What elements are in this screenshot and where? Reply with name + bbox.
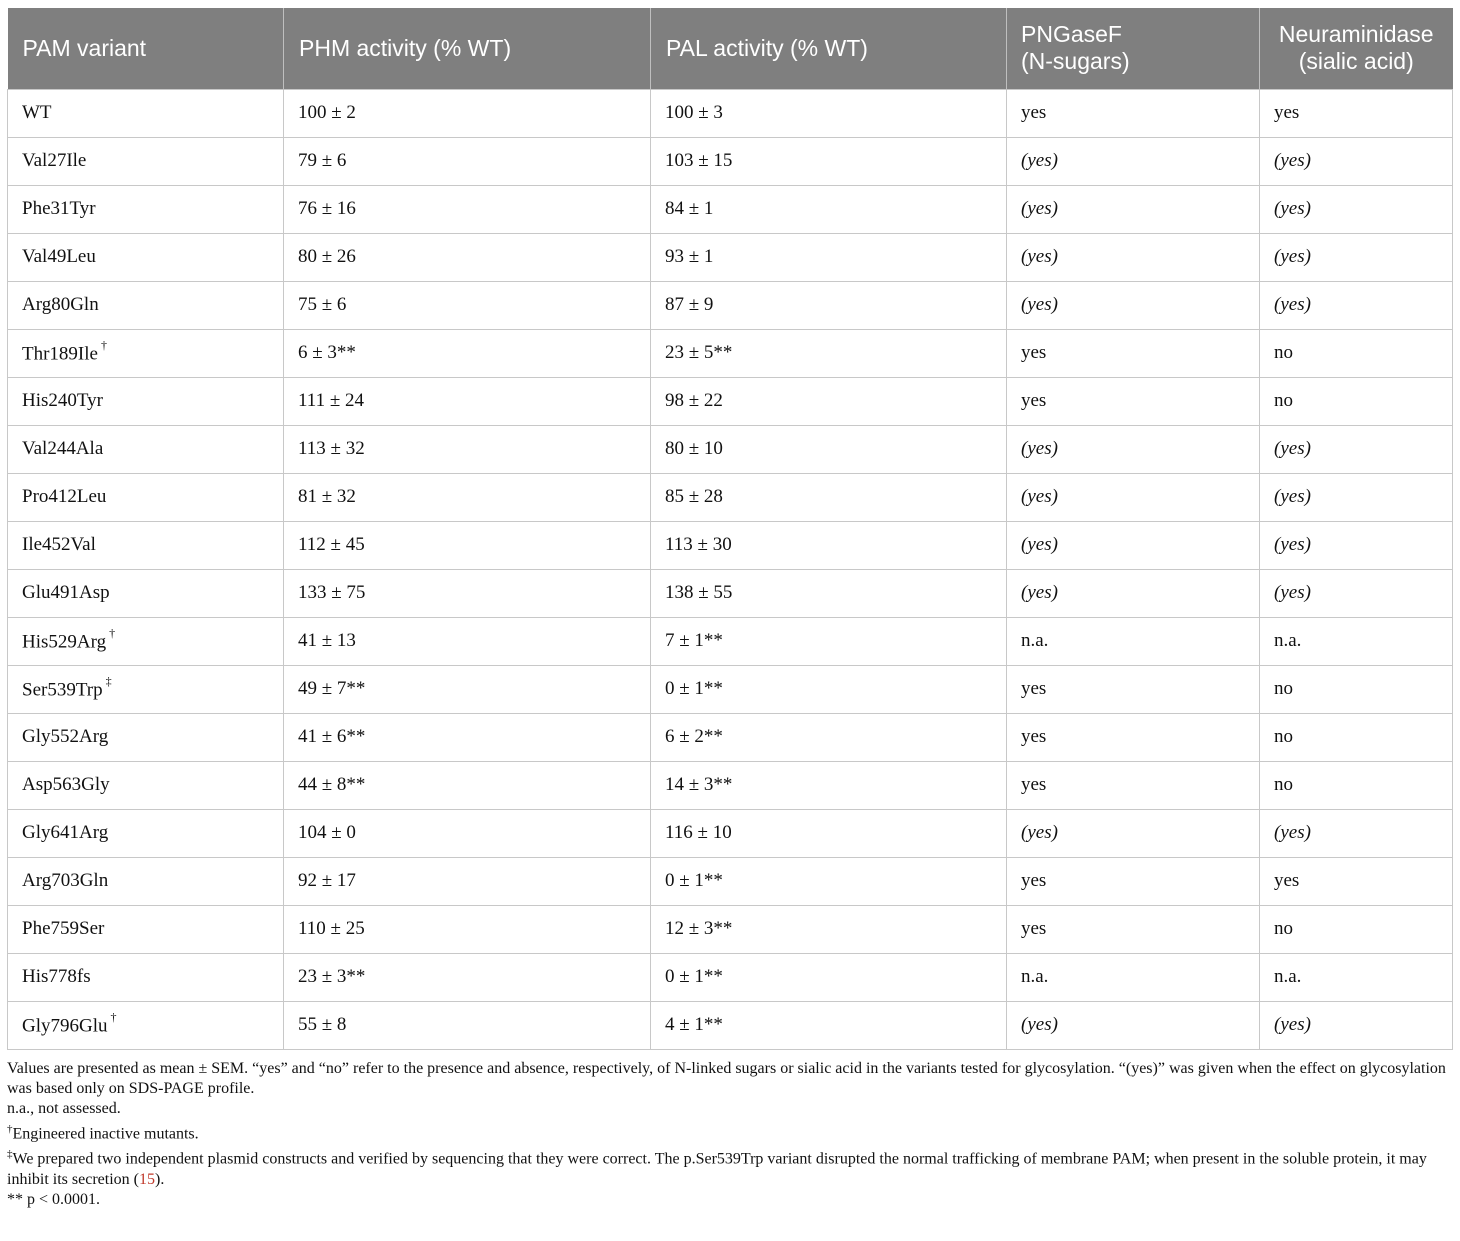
- pngasef-cell: (yes): [1007, 809, 1260, 857]
- neuraminidase-cell: (yes): [1260, 137, 1453, 185]
- phm-cell: 92 ± 17: [284, 857, 651, 905]
- pngasef-cell: (yes): [1007, 569, 1260, 617]
- variant-cell: Glu491Asp: [8, 569, 284, 617]
- variant-cell: His240Tyr: [8, 377, 284, 425]
- ddagger-note-b: ).: [154, 1170, 165, 1188]
- header-pam-variant: PAM variant: [8, 8, 284, 89]
- variant-cell: WT: [8, 89, 284, 137]
- footnote-ddagger: [7, 1144, 1453, 1189]
- phm-cell: 44 ± 8**: [284, 761, 651, 809]
- table-row: [8, 425, 1453, 473]
- header-pal-activity: PAL activity (% WT): [651, 8, 1007, 89]
- header-pngasef: [1007, 8, 1260, 89]
- phm-cell: 23 ± 3**: [284, 953, 651, 1001]
- neuraminidase-cell: no: [1260, 665, 1453, 713]
- footnote-pvalue: ** p < 0.0001.: [7, 1190, 101, 1208]
- pal-cell: 98 ± 22: [651, 377, 1007, 425]
- pal-cell: 84 ± 1: [651, 185, 1007, 233]
- table-row: [8, 761, 1453, 809]
- variant-cell: Val27Ile: [8, 137, 284, 185]
- pal-cell: 116 ± 10: [651, 809, 1007, 857]
- neuraminidase-cell: (yes): [1260, 425, 1453, 473]
- pngasef-cell: (yes): [1007, 521, 1260, 569]
- phm-cell: 112 ± 45: [284, 521, 651, 569]
- variant-cell: Phe31Tyr: [8, 185, 284, 233]
- variant-cell: Thr189Ile †: [8, 329, 284, 377]
- phm-cell: 80 ± 26: [284, 233, 651, 281]
- pngasef-cell: (yes): [1007, 473, 1260, 521]
- header-line: (N-sugars): [1021, 48, 1130, 75]
- neuraminidase-cell: (yes): [1260, 569, 1453, 617]
- pngasef-cell: yes: [1007, 329, 1260, 377]
- phm-cell: 41 ± 6**: [284, 713, 651, 761]
- neuraminidase-cell: no: [1260, 905, 1453, 953]
- variant-cell: His778fs: [8, 953, 284, 1001]
- dagger-symbol: †: [7, 1123, 13, 1135]
- neuraminidase-cell: no: [1260, 713, 1453, 761]
- pngasef-cell: (yes): [1007, 425, 1260, 473]
- pngasef-cell: yes: [1007, 665, 1260, 713]
- neuraminidase-cell: no: [1260, 377, 1453, 425]
- ddagger-symbol: ‡: [7, 1148, 13, 1161]
- neuraminidase-cell: n.a.: [1260, 617, 1453, 665]
- phm-cell: 111 ± 24: [284, 377, 651, 425]
- neuraminidase-cell: yes: [1260, 89, 1453, 137]
- table-row: [8, 89, 1453, 137]
- phm-cell: 55 ± 8: [284, 1001, 651, 1049]
- variant-cell: His529Arg †: [8, 617, 284, 665]
- pal-cell: 80 ± 10: [651, 425, 1007, 473]
- variant-cell: Gly796Glu †: [8, 1001, 284, 1049]
- pngasef-cell: yes: [1007, 713, 1260, 761]
- table-row: [8, 185, 1453, 233]
- phm-cell: 41 ± 13: [284, 617, 651, 665]
- pngasef-cell: (yes): [1007, 137, 1260, 185]
- pam-variant-table: [7, 8, 1453, 1050]
- pngasef-cell: n.a.: [1007, 953, 1260, 1001]
- phm-cell: 104 ± 0: [284, 809, 651, 857]
- table-row: [8, 377, 1453, 425]
- variant-cell: Val49Leu: [8, 233, 284, 281]
- table-row: [8, 137, 1453, 185]
- data-table-container: [7, 8, 1452, 1050]
- table-row: [8, 713, 1453, 761]
- phm-cell: 79 ± 6: [284, 137, 651, 185]
- table-row: [8, 569, 1453, 617]
- variant-cell: Pro412Leu: [8, 473, 284, 521]
- header-phm-activity: PHM activity (% WT): [284, 8, 651, 89]
- variant-cell: Phe759Ser: [8, 905, 284, 953]
- variant-cell: Val244Ala: [8, 425, 284, 473]
- dagger-note: Engineered inactive mutants.: [12, 1125, 199, 1143]
- footnote-mark: †: [109, 625, 116, 640]
- phm-cell: 133 ± 75: [284, 569, 651, 617]
- variant-cell: Gly641Arg: [8, 809, 284, 857]
- pngasef-cell: yes: [1007, 761, 1260, 809]
- pal-cell: 14 ± 3**: [651, 761, 1007, 809]
- phm-cell: 110 ± 25: [284, 905, 651, 953]
- pal-cell: 0 ± 1**: [651, 953, 1007, 1001]
- pngasef-cell: (yes): [1007, 281, 1260, 329]
- pal-cell: 0 ± 1**: [651, 665, 1007, 713]
- variant-cell: Arg80Gln: [8, 281, 284, 329]
- variant-cell: Ile452Val: [8, 521, 284, 569]
- table-row: [8, 1001, 1453, 1049]
- pngasef-cell: yes: [1007, 89, 1260, 137]
- footnote-values: Values are presented as mean ± SEM. “yes” and “no” refer to the presence and absence, respectively, of N-linked sugars or sialic acid in the variants tested for glycosylation. “(yes)” was given when the effect on glycosylation was based only on SDS-PAGE profile.: [7, 1060, 1446, 1097]
- neuraminidase-cell: n.a.: [1260, 953, 1453, 1001]
- pngasef-cell: (yes): [1007, 1001, 1260, 1049]
- variant-cell: Arg703Gln: [8, 857, 284, 905]
- footnote-na: n.a., not assessed.: [7, 1100, 121, 1117]
- neuraminidase-cell: (yes): [1260, 521, 1453, 569]
- table-row: [8, 905, 1453, 953]
- reference-link[interactable]: 15: [138, 1170, 155, 1188]
- table-row: [8, 857, 1453, 905]
- neuraminidase-cell: (yes): [1260, 281, 1453, 329]
- neuraminidase-cell: (yes): [1260, 473, 1453, 521]
- pngasef-cell: yes: [1007, 857, 1260, 905]
- table-row: [8, 329, 1453, 377]
- pngasef-cell: yes: [1007, 377, 1260, 425]
- pal-cell: 23 ± 5**: [651, 329, 1007, 377]
- variant-cell: Asp563Gly: [8, 761, 284, 809]
- phm-cell: 81 ± 32: [284, 473, 651, 521]
- table-row: [8, 617, 1453, 665]
- pal-cell: 93 ± 1: [651, 233, 1007, 281]
- neuraminidase-cell: (yes): [1260, 233, 1453, 281]
- phm-cell: 75 ± 6: [284, 281, 651, 329]
- pal-cell: 4 ± 1**: [651, 1001, 1007, 1049]
- neuraminidase-cell: (yes): [1260, 1001, 1453, 1049]
- table-row: [8, 521, 1453, 569]
- header-neuraminidase: [1260, 8, 1453, 89]
- table-row: [8, 809, 1453, 857]
- footnote-mark: †: [100, 337, 107, 352]
- phm-cell: 49 ± 7**: [284, 665, 651, 713]
- pal-cell: 7 ± 1**: [651, 617, 1007, 665]
- table-row: [8, 473, 1453, 521]
- phm-cell: 113 ± 32: [284, 425, 651, 473]
- pngasef-cell: n.a.: [1007, 617, 1260, 665]
- phm-cell: 100 ± 2: [284, 89, 651, 137]
- pal-cell: 138 ± 55: [651, 569, 1007, 617]
- pal-cell: 113 ± 30: [651, 521, 1007, 569]
- pngasef-cell: yes: [1007, 905, 1260, 953]
- neuraminidase-cell: yes: [1260, 857, 1453, 905]
- neuraminidase-cell: no: [1260, 761, 1453, 809]
- table-header-row: [8, 8, 1453, 89]
- table-row: [8, 281, 1453, 329]
- pngasef-cell: (yes): [1007, 185, 1260, 233]
- header-line: (sialic acid): [1298, 48, 1414, 75]
- variant-cell: Gly552Arg: [8, 713, 284, 761]
- pal-cell: 103 ± 15: [651, 137, 1007, 185]
- phm-cell: 6 ± 3**: [284, 329, 651, 377]
- pal-cell: 87 ± 9: [651, 281, 1007, 329]
- pal-cell: 6 ± 2**: [651, 713, 1007, 761]
- neuraminidase-cell: (yes): [1260, 809, 1453, 857]
- pal-cell: 12 ± 3**: [651, 905, 1007, 953]
- header-line: Neuraminidase: [1278, 21, 1434, 48]
- phm-cell: 76 ± 16: [284, 185, 651, 233]
- pal-cell: 85 ± 28: [651, 473, 1007, 521]
- neuraminidase-cell: no: [1260, 329, 1453, 377]
- variant-cell: Ser539Trp ‡: [8, 665, 284, 713]
- neuraminidase-cell: (yes): [1260, 185, 1453, 233]
- table-row: [8, 233, 1453, 281]
- footnote-mark: †: [110, 1009, 117, 1024]
- table-row: [8, 953, 1453, 1001]
- table-footnotes: [7, 1059, 1453, 1210]
- pal-cell: 100 ± 3: [651, 89, 1007, 137]
- ddagger-note-a: We prepared two independent plasmid constructs and verified by sequencing that they were correct. The p.Ser539Trp variant disrupted the normal trafficking of membrane PAM; when present in the soluble protein, it may inhibit its secretion (: [7, 1150, 1427, 1188]
- footnote-dagger: [7, 1119, 1453, 1144]
- table-row: [8, 665, 1453, 713]
- header-line: PNGaseF: [1021, 21, 1122, 48]
- footnote-mark: ‡: [105, 673, 112, 688]
- pal-cell: 0 ± 1**: [651, 857, 1007, 905]
- pngasef-cell: (yes): [1007, 233, 1260, 281]
